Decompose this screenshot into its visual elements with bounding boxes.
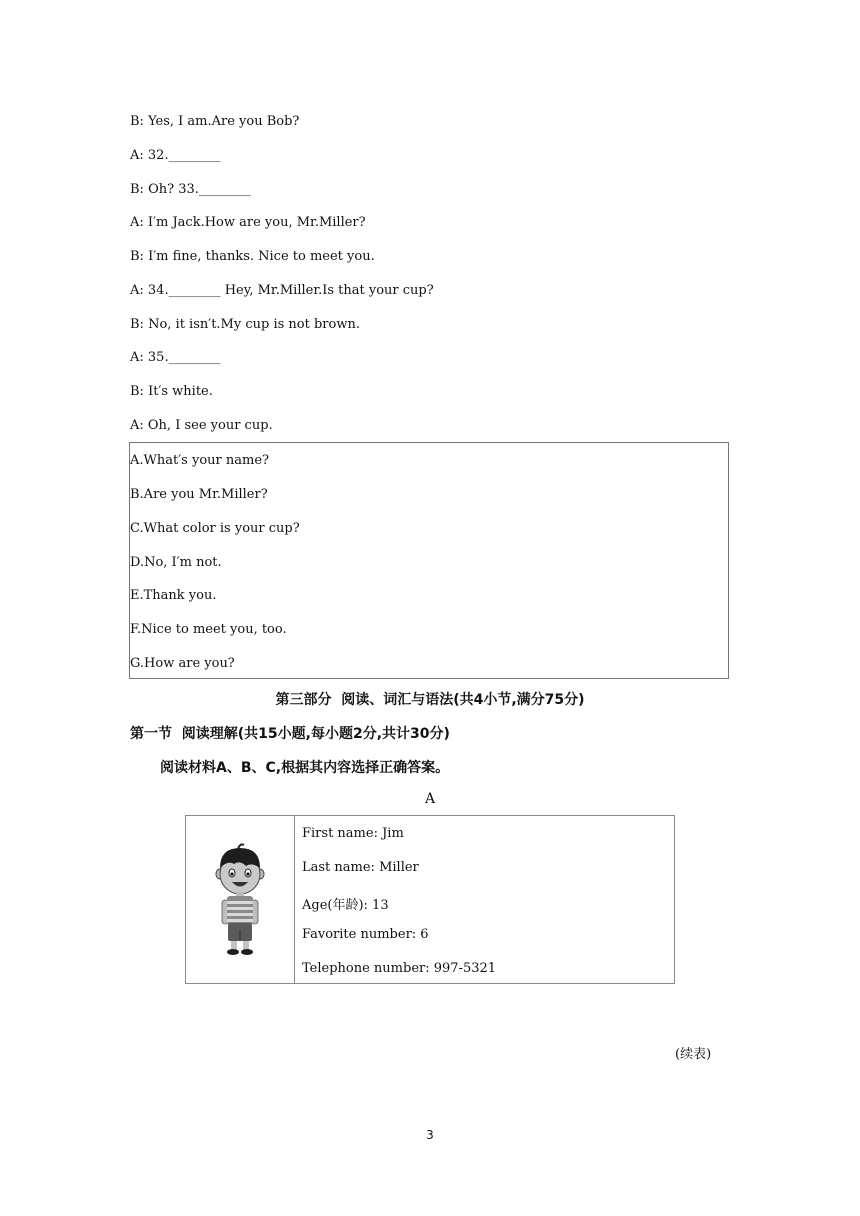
- age-field: Age(年龄): 13: [302, 898, 389, 913]
- dialogue-line: A: Oh, I see your cup.: [130, 418, 273, 433]
- first-name-field: First name: Jim: [302, 826, 404, 841]
- continued-label: (续表): [675, 1047, 712, 1062]
- profile-picture-cell: [186, 816, 295, 983]
- option-item: C.What color is your cup?: [130, 521, 300, 536]
- instruction: 阅读材料A、B、C,根据其内容选择正确答案。: [160, 760, 450, 776]
- telephone-field: Telephone number: 997-5321: [302, 961, 497, 976]
- profile-card: [185, 815, 675, 984]
- dialogue-line: A: 32.________: [130, 148, 221, 163]
- option-item: G.How are you?: [130, 656, 235, 671]
- dialogue-line: A: 35.________: [130, 350, 221, 365]
- option-item: D.No, I′m not.: [130, 555, 222, 570]
- dialogue-line: B: No, it isn′t.My cup is not brown.: [130, 317, 360, 332]
- dialogue-line: A: I′m Jack.How are you, Mr.Miller?: [130, 215, 366, 230]
- dialogue-line: B: Yes, I am.Are you Bob?: [130, 114, 300, 129]
- dialogue-line: B: It′s white.: [130, 384, 213, 399]
- dialogue-line: B: I′m fine, thanks. Nice to meet you.: [130, 249, 375, 264]
- option-item: A.What′s your name?: [130, 453, 269, 468]
- option-item: B.Are you Mr.Miller?: [130, 487, 268, 502]
- subsection-title: 第一节 阅读理解(共15小题,每小题2分,共计30分): [130, 726, 450, 742]
- dialogue-line: A: 34.________ Hey, Mr.Miller.Is that your cup?: [130, 283, 434, 298]
- last-name-field: Last name: Miller: [302, 860, 419, 875]
- dialogue-line: B: Oh? 33.________: [130, 182, 251, 197]
- passage-label: A: [424, 791, 436, 807]
- cartoon-boy-icon: [186, 816, 294, 983]
- option-item: F.Nice to meet you, too.: [130, 622, 287, 637]
- option-item: E.Thank you.: [130, 588, 217, 603]
- section-title: 第三部分 阅读、词汇与语法(共4小节,满分75分): [275, 692, 585, 708]
- favorite-number-field: Favorite number: 6: [302, 927, 429, 942]
- options-box: [129, 442, 729, 679]
- page-number: 3: [426, 1128, 434, 1142]
